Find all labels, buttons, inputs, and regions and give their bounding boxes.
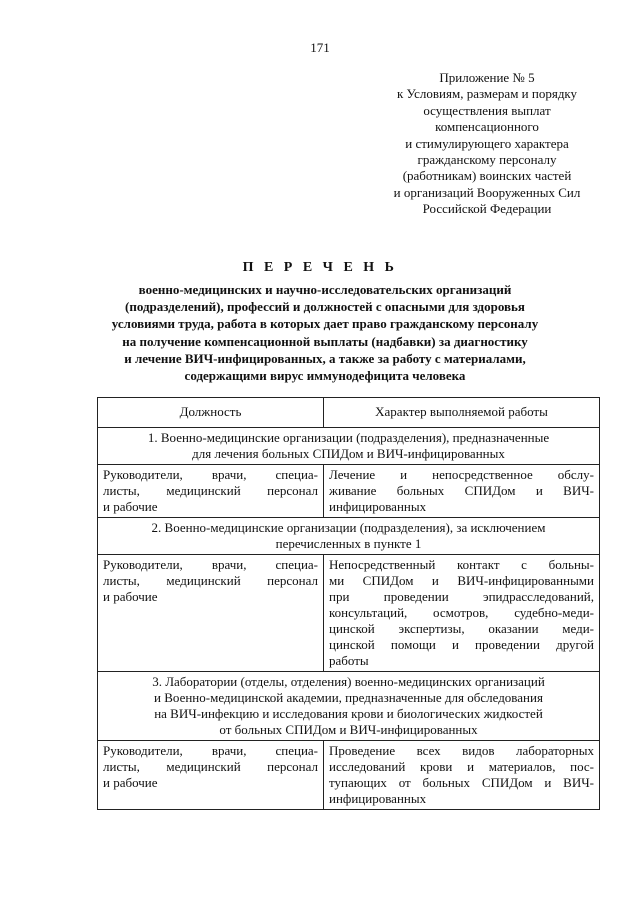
appendix-note bbox=[363, 70, 611, 218]
section-heading-row bbox=[98, 518, 600, 555]
work-cell bbox=[324, 465, 600, 518]
subtitle-line: и лечение ВИЧ-инфицированных, а также за работу с материалами, bbox=[124, 350, 526, 366]
cell-line: и рабочие bbox=[103, 499, 158, 514]
cell-line: листы, медицинский персонал bbox=[103, 573, 318, 588]
cell-line: и рабочие bbox=[103, 775, 158, 790]
cell-line: листы, медицинский персонал bbox=[103, 483, 318, 498]
position-cell bbox=[98, 741, 324, 810]
section-heading-line: на ВИЧ-инфекцию и исследования крови и биологических жидкостей bbox=[154, 706, 543, 721]
section-heading-row bbox=[98, 672, 600, 741]
cell-line: цинской экспертизы, оказании меди- bbox=[329, 621, 594, 636]
position-cell bbox=[98, 465, 324, 518]
table-header-row bbox=[98, 398, 600, 428]
page-number: 171 bbox=[310, 40, 330, 55]
appendix-line: и организаций Вооруженных Сил bbox=[393, 184, 581, 200]
appendix-line: осуществления выплат bbox=[423, 102, 551, 118]
cell-line: тупающих от больных СПИДом и ВИЧ- bbox=[329, 775, 594, 790]
section-heading bbox=[98, 428, 600, 465]
cell-line: Руководители, врачи, специа- bbox=[103, 557, 318, 572]
section-heading-line: перечисленных в пункте 1 bbox=[275, 536, 422, 551]
cell-line: и рабочие bbox=[103, 589, 158, 604]
table-row bbox=[98, 465, 600, 518]
cell-line: Лечение и непосредственное обслу- bbox=[329, 467, 594, 482]
appendix-line: Приложение № 5 bbox=[439, 70, 535, 85]
section-heading bbox=[98, 518, 600, 555]
subtitle-line: содержащими вирус иммунодефицита человека bbox=[184, 368, 466, 384]
cell-line: работы bbox=[329, 653, 369, 668]
table-row bbox=[98, 741, 600, 810]
appendix-line: Российской Федерации bbox=[422, 201, 552, 217]
cell-line: исследований крови и материалов, пос- bbox=[329, 759, 594, 774]
work-cell bbox=[324, 555, 600, 672]
header-position: Должность bbox=[98, 398, 324, 428]
appendix-line: (работникам) воинских частей bbox=[402, 168, 572, 184]
section-heading-line: для лечения больных СПИДом и ВИЧ-инфицированных bbox=[192, 446, 505, 461]
section-heading-row bbox=[98, 428, 600, 465]
subtitle-line: (подразделений), профессий и должностей с опасными для здоровья bbox=[125, 299, 525, 315]
subtitle-line: на получение компенсационной выплаты (надбавки) за диагностику bbox=[122, 333, 528, 349]
section-heading-line: и Военно-медицинской академии, предназначенные для обследования bbox=[154, 690, 543, 705]
document-subtitle bbox=[90, 281, 560, 384]
cell-line: при проведении эпидрасследований, bbox=[329, 589, 594, 604]
subtitle-line: условиями труда, работа в которых дает право гражданскому персоналу bbox=[111, 316, 539, 332]
section-heading-line: от больных СПИДом и ВИЧ-инфицированных bbox=[219, 722, 478, 737]
cell-line: цинской помощи и проведении другой bbox=[329, 637, 594, 652]
cell-line: живание больных СПИДом и ВИЧ- bbox=[329, 483, 594, 498]
cell-line: Руководители, врачи, специа- bbox=[103, 467, 318, 482]
cell-line: инфицированных bbox=[329, 499, 427, 514]
cell-line: Проведение всех видов лабораторных bbox=[329, 743, 594, 758]
work-cell bbox=[324, 741, 600, 810]
document-title: П Е Р Е Ч Е Н Ь bbox=[242, 260, 398, 275]
table-row bbox=[98, 555, 600, 672]
section-heading-line: 1. Военно-медицинские организации (подразделения), предназначенные bbox=[147, 430, 550, 445]
appendix-line: и стимулирующего характера bbox=[405, 135, 569, 151]
appendix-line: компенсационного bbox=[435, 119, 539, 135]
section-heading bbox=[98, 672, 600, 741]
cell-line: листы, медицинский персонал bbox=[103, 759, 318, 774]
subtitle-line: военно-медицинских и научно-исследовательских организаций bbox=[138, 282, 512, 297]
cell-line: Непосредственный контакт с больны- bbox=[329, 557, 594, 572]
cell-line: ми СПИДом и ВИЧ-инфицированными bbox=[329, 573, 594, 588]
position-cell bbox=[98, 555, 324, 672]
section-heading-line: 2. Военно-медицинские организации (подразделения), за исключением bbox=[151, 520, 546, 535]
positions-table bbox=[97, 397, 600, 810]
cell-line: Руководители, врачи, специа- bbox=[103, 743, 318, 758]
cell-line: инфицированных bbox=[329, 791, 427, 806]
section-heading-line: 3. Лаборатории (отделы, отделения) военно-медицинских организаций bbox=[152, 674, 545, 689]
appendix-line: гражданскому персоналу bbox=[417, 152, 557, 168]
cell-line: консультаций, осмотров, судебно-меди- bbox=[329, 605, 594, 620]
appendix-line: к Условиям, размерам и порядку bbox=[396, 86, 578, 102]
header-work: Характер выполняемой работы bbox=[324, 398, 600, 428]
